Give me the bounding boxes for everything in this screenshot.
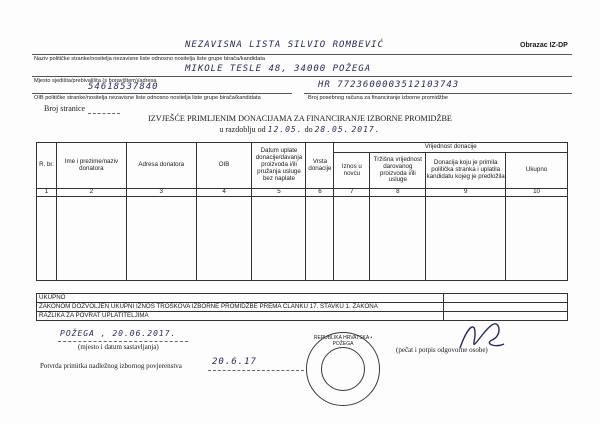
- potvrda-label: Potvrda primitka nadležnog izbornog povjerenstva: [40, 362, 182, 370]
- report-period: [0, 125, 600, 134]
- period-from: 12.05.: [267, 125, 303, 134]
- place-date-value: POŽEGA , 20.06.2017.: [60, 329, 177, 338]
- header-value-group: Vrijednost donacije: [334, 143, 568, 153]
- account-value: HR 7723600003512103743: [318, 80, 460, 90]
- col-number: 5: [252, 189, 306, 197]
- place-date-label: (mjesto i datum sastavljanja): [78, 343, 159, 351]
- address-label: Mjesto sjedišta/prebivališta (s boravištem)/adresa: [34, 78, 157, 84]
- col-number: 7: [334, 189, 370, 197]
- header-address: Adresa donatora: [126, 143, 196, 189]
- potvrda-value: 20.6.17: [212, 357, 257, 367]
- header-name: Ime i prezime/naziv donatora: [56, 143, 126, 189]
- header-market: Tržišna vrijednost darovanog proizvoda i/ili usluge: [370, 153, 426, 189]
- period-year: 2017.: [351, 125, 381, 134]
- col-number: 6: [306, 189, 334, 197]
- period-prefix: u razdoblju od: [219, 125, 266, 134]
- broj-stranice-label: Broj stranice: [44, 104, 86, 113]
- period-mid: do: [304, 125, 313, 134]
- table-row: [37, 197, 568, 281]
- col-number: 2: [56, 189, 126, 197]
- period-to: 28.05.: [314, 125, 350, 134]
- col-number: 3: [126, 189, 196, 197]
- oib-label: OIB političke stranke/nositelja nezavisne liste odnosno nositelja liste grupe birača/kandidata: [34, 95, 261, 101]
- official-stamp: [306, 332, 380, 406]
- donations-table: [36, 142, 568, 281]
- ukupno-label: UKUPNO: [37, 294, 444, 303]
- razlika-label: RAZLIKA ZA POVRAT UPLATITELJIMA: [37, 312, 444, 321]
- stamp-text: REPUBLIKA HRVATSKA • POŽEGA: [313, 335, 373, 347]
- summary-table: [36, 293, 568, 321]
- address-value: MIKOLE TESLE 48, 34000 POŽEGA: [185, 64, 372, 74]
- col-number: 8: [370, 189, 426, 197]
- report-title: IZVJEŠĆE PRIMLJENIM DONACIJAMA ZA FINANCIRANJE IZBORNE PROMIDŽBE: [148, 114, 452, 123]
- col-number: 10: [506, 189, 568, 197]
- party-name-value: NEZAVISNA LISTA SILVIO ROMBEVIĆ: [185, 40, 384, 50]
- stamp-signature-label: (pečat i potpis odgovorne osobe): [396, 346, 488, 354]
- col-number: 4: [196, 189, 252, 197]
- col-number: 1: [37, 189, 57, 197]
- col-number: 9: [426, 189, 506, 197]
- oib-value: 54618537840: [88, 82, 159, 92]
- form-code: Obrazac IZ-DP: [520, 42, 568, 49]
- account-label: Broj posebnog računa za financiranje izborne promidžbe: [308, 95, 448, 101]
- header-type: Vrsta donacije: [306, 143, 334, 189]
- header-date: Datum uplate donacije/davanja proizvoda i/ili pružanja usluge bez naplate: [252, 143, 306, 189]
- header-oib: OIB: [196, 143, 252, 189]
- header-excess: Donacija koju je primila politička stranka i uplatila kandidatu kojeg je predložila: [426, 153, 506, 189]
- party-name-label: Naziv političke stranke/nositelja nezavisne liste odnosno nositelja liste grupe birača/kandidata: [34, 56, 266, 62]
- header-rbr: R. br.: [37, 143, 57, 189]
- zakonom-label: ZAKONOM DOZVOLJEN UKUPNI IZNOS TROŠKOVA IZBORNE PROMIDŽBE PREMA ČLANKU 17. STAVKU 1. ZAKONA: [37, 303, 444, 312]
- header-total: Ukupno: [506, 153, 568, 189]
- header-cash: Iznos u novcu: [334, 153, 370, 189]
